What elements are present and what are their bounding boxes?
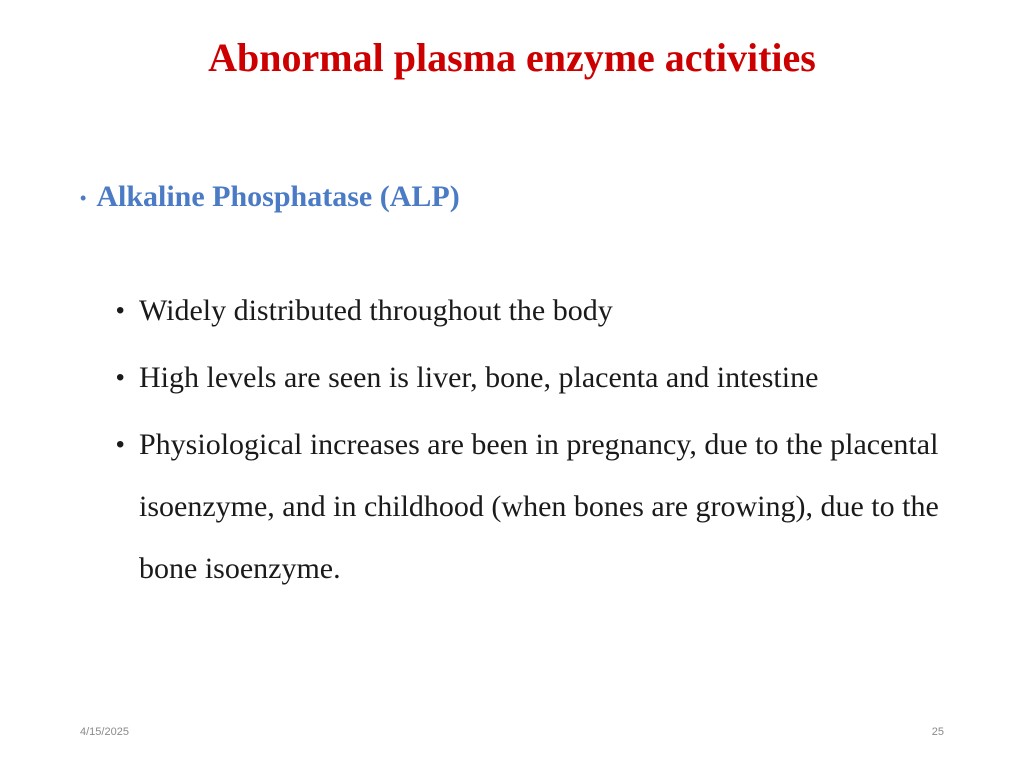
bullet-list [116, 280, 956, 605]
bullet-icon: • [116, 297, 125, 324]
bullet-icon: • [80, 187, 87, 208]
page-number: 25 [931, 726, 944, 738]
list-item-text: Physiological increases are been in pregnancy, due to the placental isoenzyme, and in childhood (when bones are growing), due to the bone isoenzyme. [139, 428, 939, 585]
list-item-text: High levels are seen is liver, bone, placenta and intestine [139, 361, 819, 394]
bullet-icon: • [116, 431, 125, 458]
bullet-icon: • [116, 364, 125, 391]
list-item-text: Widely distributed throughout the body [139, 294, 613, 327]
heading-text: Alkaline Phosphatase (ALP) [96, 180, 460, 213]
heading-item [80, 180, 460, 214]
list-item [116, 280, 956, 342]
slide-title: Abnormal plasma enzyme activities [208, 35, 816, 80]
list-item [116, 347, 956, 409]
footer-date: 4/15/2025 [80, 726, 129, 738]
list-item [116, 414, 956, 600]
